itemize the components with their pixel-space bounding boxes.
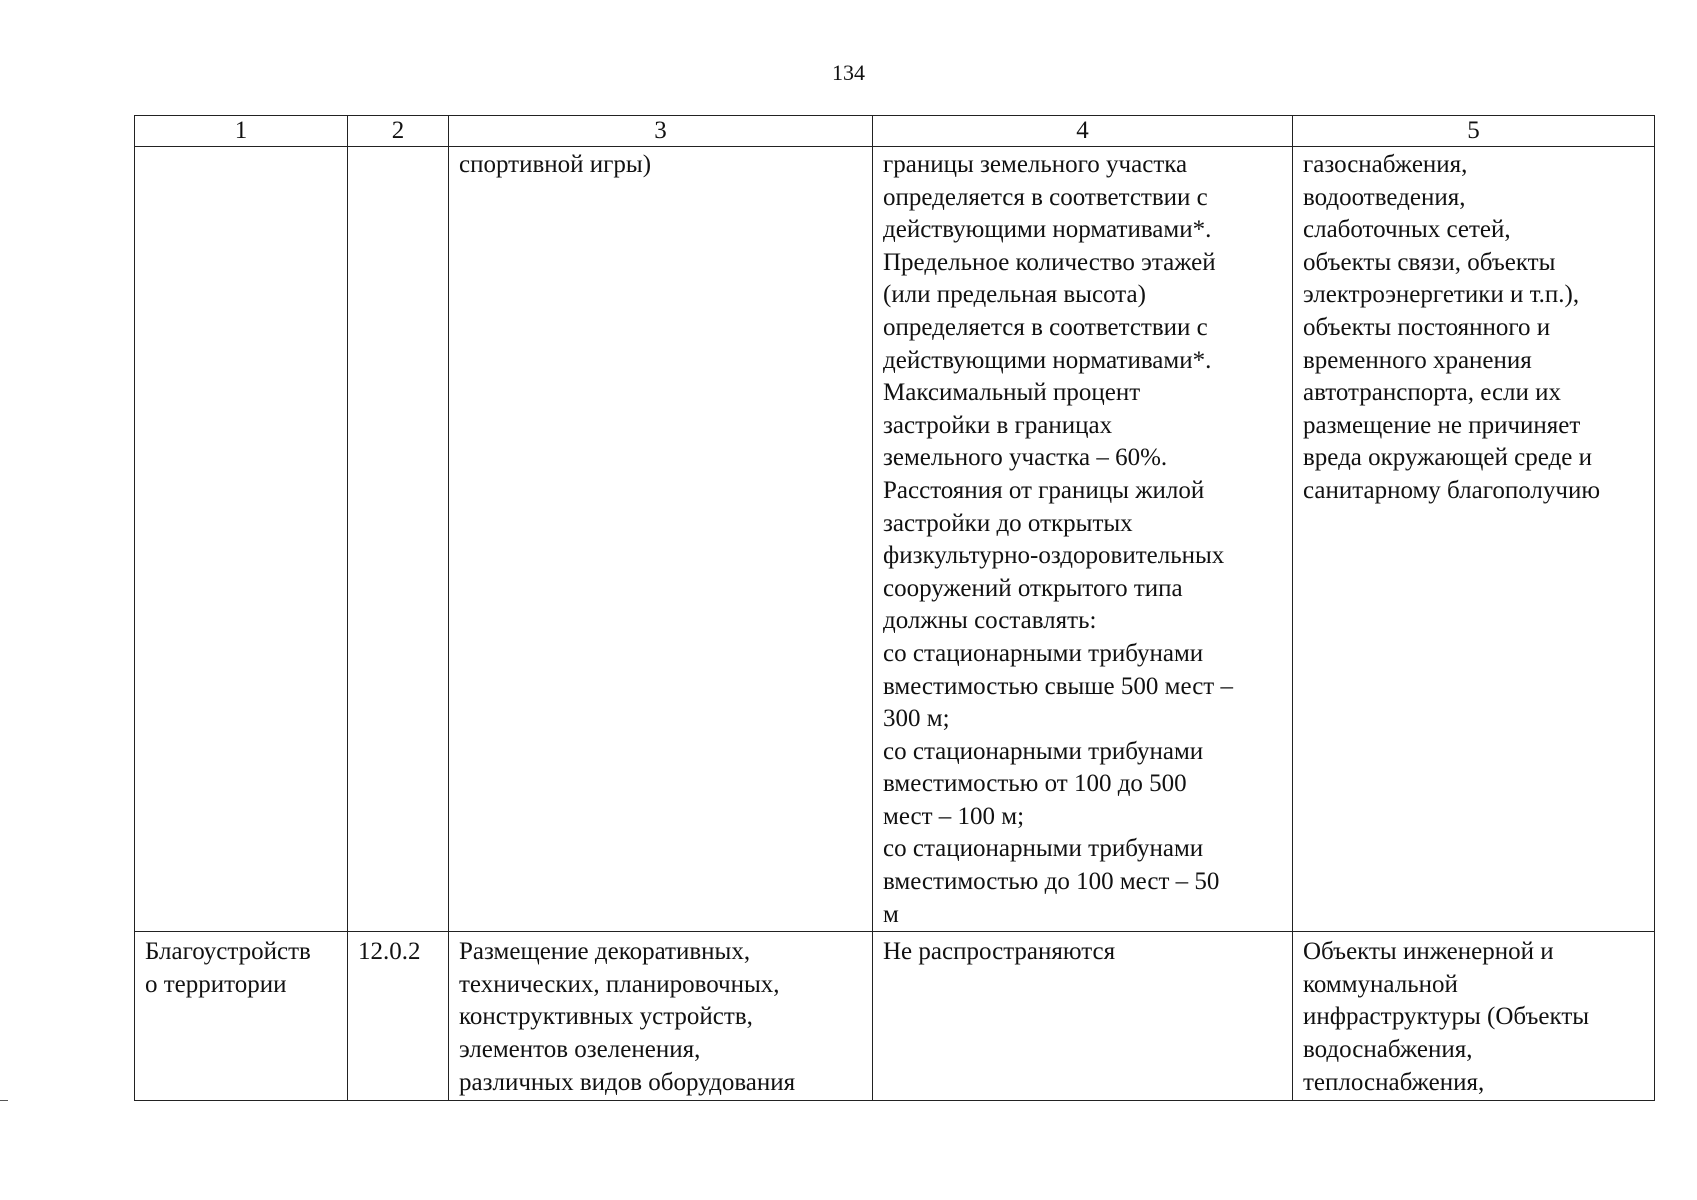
cell-text: газоснабжения, водоотведения, слаботочных сетей, объекты связи, объекты электроэнергетики и т.п.), объекты постоянного и временного хранения автотранспорта, если их размещение не причиняет вреда окружающей среде и санитарному благополучию <box>1303 151 1601 504</box>
table-row <box>135 932 1655 1101</box>
cell-parameters <box>873 932 1293 1101</box>
cell-text: Не распространяются <box>883 938 1116 966</box>
cell-auxiliary-uses <box>1293 932 1655 1101</box>
cell-text: спортивной игры) <box>459 151 652 178</box>
cell-land-use-type <box>135 147 348 932</box>
cell-land-use-type <box>135 932 348 1101</box>
cell-code <box>348 932 449 1101</box>
cell-description <box>449 932 873 1101</box>
cell-text: Объекты инженерной и коммунальной инфраструктуры (Объекты водоснабжения, теплоснабжения, <box>1303 938 1590 1096</box>
cell-description <box>449 147 873 932</box>
page-number: 134 <box>832 60 865 85</box>
zoning-table <box>134 115 1654 1101</box>
cell-text: 12.0.2 <box>358 938 421 966</box>
regulations-table <box>134 115 1655 1101</box>
column-header-5: 5 <box>1293 116 1655 147</box>
cell-auxiliary-uses <box>1293 147 1655 932</box>
cell-code <box>348 147 449 932</box>
cell-text: границы земельного участка определяется в соответствии с действующими нормативами*. Предельное количество этажей (или предельная высота) определяется в соответствии с действующими нормативами*. Максимальный процент застройки в границах земельного участка – 60%. Расстояния от границы жилой застройки до открытых физкультурно-оздоровительных сооружений открытого типа должны составлять: со стационарными трибунами вместимостью свыше 500 мест – 300 м; со стационарными трибунами вместимостью от 100 до 500 мест – 100 м; со стационарными трибунами вместимостью до 100 мест – 50 м <box>883 151 1233 928</box>
header-row <box>135 116 1655 147</box>
column-header-2: 2 <box>348 116 449 147</box>
cell-text: Размещение декоративных, технических, планировочных, конструктивных устройств, элементов озеленения, различных видов оборудования <box>459 938 796 1096</box>
cell-parameters <box>873 147 1293 932</box>
column-header-4: 4 <box>873 116 1293 147</box>
column-header-3: 3 <box>449 116 873 147</box>
table-row <box>135 147 1655 932</box>
column-header-1: 1 <box>135 116 348 147</box>
cell-text: Благоустройств о территории <box>145 938 311 998</box>
margin-mark <box>0 1100 8 1101</box>
